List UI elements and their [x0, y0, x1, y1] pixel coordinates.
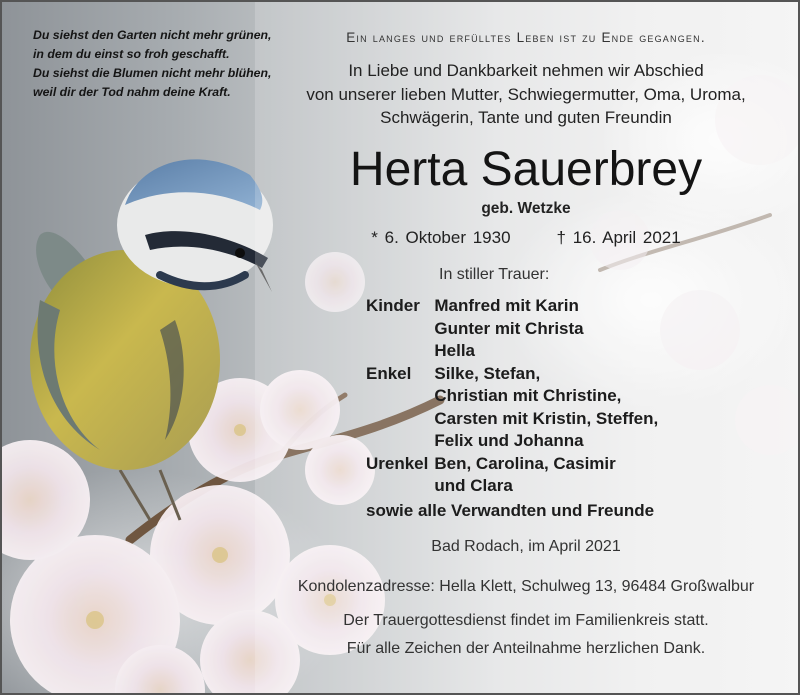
birth-date: * 6. Oktober 1930: [371, 228, 511, 247]
poem-line: in dem du einst so froh geschafft.: [33, 47, 230, 61]
family-group-label: Enkel: [366, 363, 412, 383]
list-item: [366, 431, 658, 454]
family-member-line: und Clara: [434, 476, 513, 495]
poem-line: Du siehst den Garten nicht mehr grünen,: [33, 28, 272, 42]
condolence-address: Kondolenzadresse: Hella Klett, Schulweg 13, 96484 Großwalbur: [297, 578, 755, 595]
maiden-name: geb. Wetzke: [481, 200, 571, 217]
family-member-line: Felix und Johanna: [434, 431, 584, 450]
list-item: [366, 386, 658, 409]
family-member-line: Ben, Carolina, Casimir: [434, 453, 616, 473]
poem-line: weil dir der Tod nahm deine Kraft.: [33, 85, 231, 99]
mourners-list: [366, 296, 658, 523]
farewell-intro: [270, 59, 782, 130]
list-item: [366, 409, 658, 432]
family-member-line: Manfred mit Karin: [434, 296, 579, 315]
family-member-line: Silke, Stefan,: [434, 363, 541, 383]
deceased-name: Herta Sauerbrey: [349, 143, 703, 196]
poem-line: Du siehst die Blumen nicht mehr blühen,: [33, 66, 272, 80]
list-item: [366, 341, 658, 364]
family-closing-line: sowie alle Verwandten und Freunde: [366, 500, 655, 520]
family-member-line: Christian mit Christine,: [434, 386, 622, 405]
intro-line: von unserer lieben Mutter, Schwiegermutter, Oma, Uroma,: [306, 84, 746, 104]
family-member-line: Carsten mit Kristin, Steffen,: [434, 408, 659, 428]
intro-line: Schwägerin, Tante und guten Freundin: [380, 108, 672, 127]
list-item: [366, 364, 658, 387]
motto-line: Ein langes und erfülltes Leben ist zu Ende gegangen.: [346, 30, 706, 45]
thanks-note: Für alle Zeichen der Anteilnahme herzlichen Dank.: [346, 640, 706, 657]
list-item: [366, 319, 658, 342]
family-member-line: Gunter mit Christa: [434, 318, 584, 338]
intro-line: In Liebe und Dankbarkeit nehmen wir Abschied: [348, 61, 704, 80]
list-item: [366, 296, 658, 319]
death-date: † 16. April 2021: [556, 228, 681, 247]
family-group-label: Kinder: [366, 296, 420, 315]
service-note: Der Trauergottesdienst findet im Familienkreis statt.: [343, 612, 709, 629]
memorial-poem: [33, 26, 271, 102]
family-member-line: Hella: [434, 341, 476, 360]
life-dates: [270, 228, 782, 248]
list-item: [366, 499, 658, 524]
mourning-label: In stiller Trauer:: [439, 266, 550, 283]
family-group-label: Urenkel: [366, 453, 429, 473]
list-item: [366, 476, 658, 499]
list-item: [366, 454, 658, 477]
place-and-date: Bad Rodach, im April 2021: [431, 538, 621, 555]
